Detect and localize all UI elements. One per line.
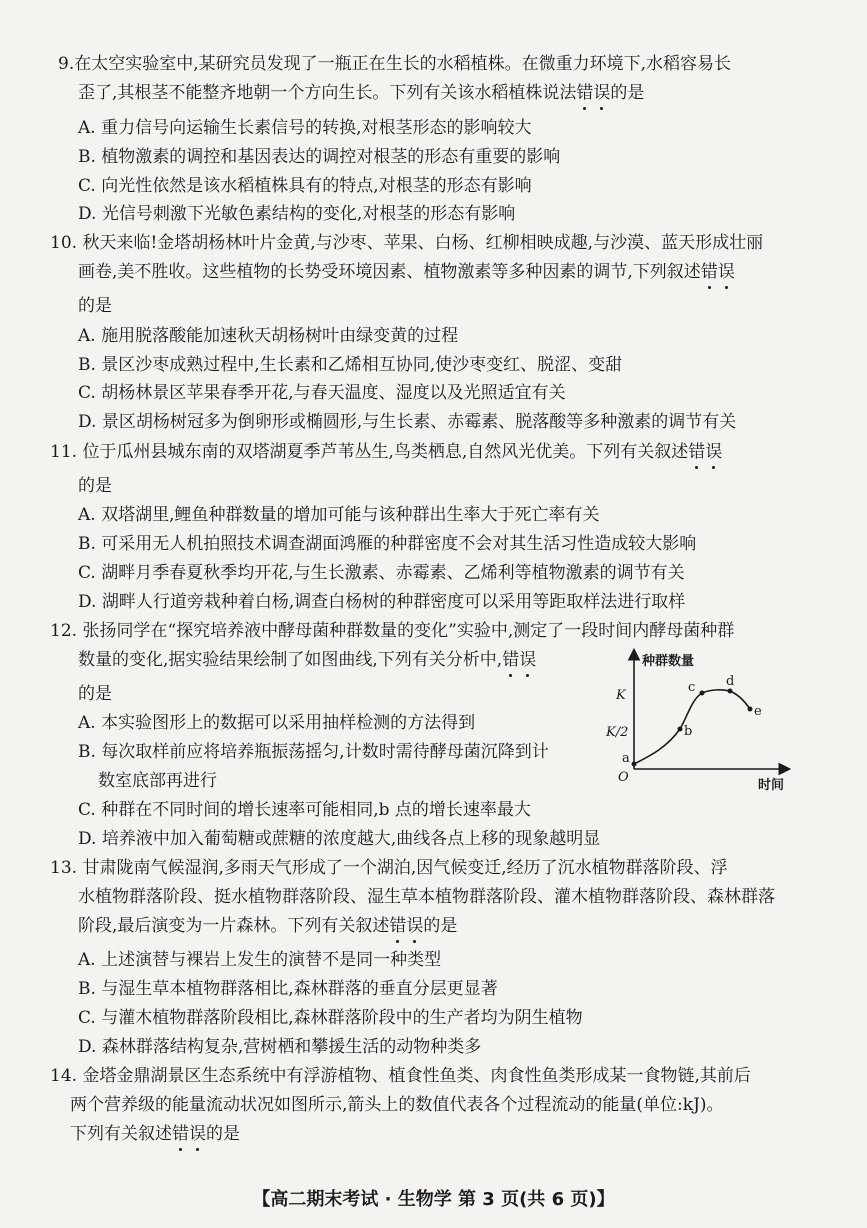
q14-stem-line2: 两个营养级的能量流动状况如图所示,箭头上的数值代表各个过程流动的能量(单位:kJ)。 (70, 1095, 724, 1115)
q10-stem-line2: 画卷,美不胜收。这些植物的长势受环境因素、植物激素等多种因素的调节,下列叙述错误 (78, 262, 735, 282)
q13-option-b: B. 与湿生草本植物群落相比,森林群落的垂直分层更显著 (78, 979, 498, 999)
emphasis-mark: 误 (705, 442, 723, 462)
point-c-label: c (688, 680, 696, 695)
k-label: K (616, 688, 626, 703)
emphasis-mark: 错 (700, 262, 718, 282)
q10-option-b: B. 景区沙枣成熟过程中,生长素和乙烯相互协同,使沙枣变红、脱涩、变甜 (78, 355, 623, 375)
q11-stem-line1: 11. 位于瓜州县城东南的双塔湖夏季芦苇丛生,鸟类栖息,自然风光优美。下列有关叙述错误 (50, 442, 723, 462)
q12-option-d: D. 培养液中加入葡萄糖或蔗糖的浓度越大,曲线各点上移的现象越明显 (78, 829, 601, 849)
point-e (748, 707, 753, 712)
point-c (700, 691, 705, 696)
emphasis-mark: 误 (717, 262, 735, 282)
k-half-label: K/2 (606, 725, 629, 740)
q13-option-c: C. 与灌木植物群落阶段相比,森林群落阶段中的生产者均为阴生植物 (78, 1008, 583, 1028)
q12-option-c: C. 种群在不同时间的增长速率可能相同,b 点的增长速率最大 (78, 800, 531, 820)
origin-label: O (618, 770, 629, 785)
point-d-label: d (726, 674, 735, 689)
q9-stem-line2: 歪了,其根茎不能整齐地朝一个方向生长。下列有关该水稻植株说法错误的是 (78, 83, 645, 103)
q9-option-c: C. 向光性依然是该水稻植株具有的特点,对根茎的形态有影响 (78, 176, 532, 196)
q13-stem-line1: 13. 甘肃陇南气候湿润,多雨天气形成了一个湖泊,因气候变迁,经历了沉水植物群落阶段、浮 (50, 858, 728, 878)
q12-option-a: A. 本实验图形上的数据可以采用抽样检测的方法得到 (78, 713, 476, 733)
emphasis-mark: 错 (389, 916, 407, 936)
page-footer: 【高二期末考试 · 生物学 第 3 页(共 6 页)】 (252, 1189, 615, 1210)
emphasis-mark: 错 (688, 442, 706, 462)
q9-option-a: A. 重力信号向运输生长素信号的转换,对根茎形态的影响较大 (78, 118, 532, 138)
point-a (632, 762, 637, 767)
q10-stem-line3: 的是 (78, 296, 112, 316)
x-axis-label: 时间 (758, 778, 785, 793)
q12-stem-line1: 12. 张扬同学在“探究培养液中酵母菌种群数量的变化”实验中,测定了一段时间内酵母菌种群 (50, 621, 735, 641)
emphasis-mark: 误 (519, 650, 537, 670)
q13-option-d: D. 森林群落结构复杂,营树栖和攀援生活的动物种类多 (78, 1037, 482, 1057)
q11-option-d: D. 湖畔人行道旁栽种着白杨,调查白杨树的种群密度可以采用等距取样法进行取样 (78, 592, 686, 612)
q12-stem-line2: 数量的变化,据实验结果绘制了如图曲线,下列有关分析中,错误 (78, 650, 537, 670)
q10-option-a: A. 施用脱落酸能加速秋天胡杨树叶由绿变黄的过程 (78, 326, 459, 346)
q11-option-b: B. 可采用无人机拍照技术调查湖面鸿雁的种群密度不会对其生活习性造成较大影响 (78, 534, 697, 554)
point-d (728, 689, 733, 694)
q12-option-b-line1: B. 每次取样前应将培养瓶振荡摇匀,计数时需待酵母菌沉降到计 (78, 742, 549, 762)
point-a-label: a (622, 751, 630, 766)
q9-option-d: D. 光信号刺激下光敏色素结构的变化,对根茎的形态有影响 (78, 204, 516, 224)
y-axis-label: 种群数量 (642, 654, 695, 669)
q13-stem-line3: 阶段,最后演变为一片森林。下列有关叙述错误的是 (78, 916, 458, 936)
q12-stem-line3: 的是 (78, 684, 112, 704)
point-e-label: e (754, 704, 762, 719)
point-b-label: b (684, 724, 693, 739)
q11-option-c: C. 湖畔月季春夏秋季均开花,与生长激素、赤霉素、乙烯利等植物激素的调节有关 (78, 563, 685, 583)
q9-stem-line1: 9.在太空实验室中,某研究员发现了一瓶正在生长的水稻植株。在微重力环境下,水稻容易长 (58, 54, 732, 74)
q10-option-d: D. 景区胡杨树冠多为倒卵形或椭圆形,与生长素、赤霉素、脱落酸等多种激素的调节有关 (78, 412, 737, 432)
q14-stem-line3: 下列有关叙述错误的是 (70, 1124, 240, 1144)
emphasis-mark: 误 (593, 83, 611, 103)
emphasis-mark: 误 (406, 916, 424, 936)
point-b (678, 727, 683, 732)
q13-option-a: A. 上述演替与裸岩上发生的演替不是同一种类型 (78, 950, 442, 970)
q13-stem-line2: 水植物群落阶段、挺水植物群落阶段、湿生草本植物群落阶段、灌木植物群落阶段、森林群落 (78, 887, 775, 907)
q12-option-b-line2: 数室底部再进行 (98, 771, 217, 791)
q10-stem-line1: 10. 秋天来临!金塔胡杨林叶片金黄,与沙枣、苹果、白杨、红柳相映成趣,与沙漠、蓝天形成壮丽 (50, 233, 764, 253)
q9-option-b: B. 植物激素的调控和基因表达的调控对根茎的形态有重要的影响 (78, 147, 561, 167)
q14-stem-line1: 14. 金塔金鼎湖景区生态系统中有浮游植物、植食性鱼类、肉食性鱼类形成某一食物链,其前后 (50, 1066, 751, 1086)
q10-option-c: C. 胡杨林景区苹果春季开花,与春天温度、湿度以及光照适宜有关 (78, 383, 566, 403)
emphasis-mark: 误 (189, 1124, 206, 1144)
q11-option-a: A. 双塔湖里,鲤鱼种群数量的增加可能与该种群出生率大于死亡率有关 (78, 505, 600, 525)
emphasis-mark: 错 (172, 1124, 189, 1144)
emphasis-mark: 错 (502, 650, 520, 670)
emphasis-mark: 错 (576, 83, 594, 103)
q11-stem-line2: 的是 (78, 476, 112, 496)
population-growth-graph (606, 647, 792, 815)
